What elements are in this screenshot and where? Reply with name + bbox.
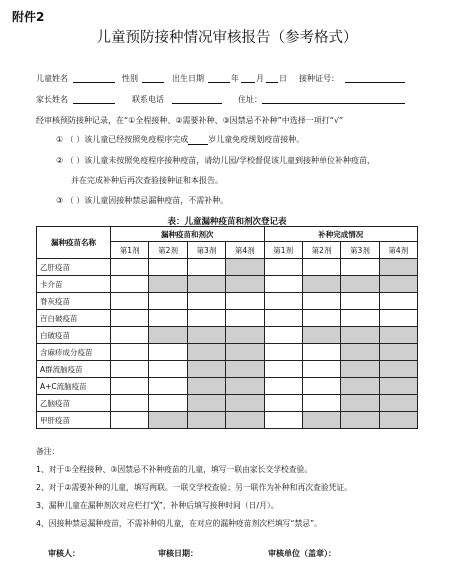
table-row [37, 395, 418, 412]
missed-dose-cell [226, 361, 264, 378]
phone-label: 联系电话 [132, 95, 164, 104]
catchup-cell[interactable] [302, 344, 340, 361]
missed-dose-cell[interactable] [149, 344, 187, 361]
missed-dose-cell[interactable] [149, 293, 187, 310]
vaccine-name: 甲肝疫苗 [37, 412, 111, 429]
catchup-cell [379, 412, 417, 429]
missed-dose-2-header: 第2剂 [149, 242, 187, 259]
note-2: 2、对于②需要补种的儿童，填写两联。一联交学校查验；另一联作为补种和再次查验凭证。 [36, 483, 353, 492]
missed-dose-cell [226, 395, 264, 412]
vaccine-name: A+C流脑疫苗 [37, 378, 111, 395]
table-caption: 表：儿童漏种疫苗和剂次登记表 [167, 217, 287, 227]
cert-no-field[interactable] [345, 73, 405, 83]
catchup-cell [379, 276, 417, 293]
vaccine-name: A群流脑疫苗 [37, 361, 111, 378]
catchup-cell [341, 395, 379, 412]
catchup-cell[interactable] [302, 378, 340, 395]
missed-dose-cell[interactable] [111, 276, 149, 293]
address-label: 住址： [238, 95, 262, 104]
missed-dose-cell [226, 327, 264, 344]
birth-date-label: 出生日期 [172, 74, 204, 83]
catchup-cell [341, 344, 379, 361]
birth-month-field[interactable] [241, 73, 255, 83]
catchup-dose-1-header: 第1剂 [264, 242, 302, 259]
table-row [37, 310, 418, 327]
option-1-text-a: ① （ ）该儿童已经按照免疫程序完成 [56, 135, 189, 144]
missed-dose-cell[interactable] [187, 293, 225, 310]
missed-dose-cell[interactable] [226, 293, 264, 310]
vaccine-name: 白破疫苗 [37, 327, 111, 344]
option-1 [56, 134, 304, 145]
birth-day-field[interactable] [266, 73, 278, 83]
table-row [37, 259, 418, 276]
missed-dose-cell[interactable] [187, 310, 225, 327]
table-row [37, 344, 418, 361]
catchup-cell [302, 276, 340, 293]
month-label: 月 [256, 74, 264, 83]
catchup-cell [379, 259, 417, 276]
catchup-dose-3-header: 第3剂 [341, 242, 379, 259]
attachment-label: 附件2 [12, 10, 45, 24]
notes-heading: 备注： [36, 447, 60, 456]
vaccine-name: 乙脑疫苗 [37, 395, 111, 412]
option-1-age-field[interactable] [188, 135, 208, 145]
catchup-cell [379, 361, 417, 378]
missed-dose-cell[interactable] [111, 259, 149, 276]
table-row [37, 327, 418, 344]
catchup-cell[interactable] [302, 395, 340, 412]
catchup-cell[interactable] [264, 361, 302, 378]
missed-dose-cell[interactable] [226, 310, 264, 327]
missed-dose-cell[interactable] [111, 412, 149, 429]
catchup-cell [379, 344, 417, 361]
missed-dose-cell [226, 378, 264, 395]
note-3: 3、漏种儿童在漏种剂次对应栏打“╳”，补种后填写接种时间（日/月）。 [36, 501, 279, 510]
missed-dose-cell [187, 327, 225, 344]
missed-dose-cell[interactable] [149, 259, 187, 276]
vaccine-name-header: 漏种疫苗名称 [37, 227, 111, 259]
child-name-label: 儿童姓名 [36, 74, 68, 83]
catchup-cell[interactable] [302, 310, 340, 327]
missed-dose-cell[interactable] [149, 395, 187, 412]
catchup-cell [302, 412, 340, 429]
reviewer-label: 审核人： [48, 549, 80, 558]
option-2-line-1: ② （ ）该儿童未按照免疫程序接种疫苗，请幼儿园/学校督促该儿童到接种单位补种疫苗， [56, 156, 375, 165]
vaccine-name: 乙肝疫苗 [37, 259, 111, 276]
catchup-dose-4-header: 第4剂 [379, 242, 417, 259]
catchup-cell[interactable] [264, 412, 302, 429]
missed-dose-cell[interactable] [111, 310, 149, 327]
missed-dose-cell[interactable] [111, 395, 149, 412]
catchup-cell[interactable] [341, 310, 379, 327]
catchup-cell[interactable] [302, 361, 340, 378]
vaccine-name: 卡介苗 [37, 276, 111, 293]
catchup-cell [341, 412, 379, 429]
catchup-header: 补种完成情况 [264, 227, 418, 242]
day-label: 日 [279, 74, 287, 83]
option-3: ③ （ ）该儿童因接种禁忌漏种疫苗，不需补种。 [56, 196, 229, 205]
year-label: 年 [231, 74, 239, 83]
catchup-cell [341, 378, 379, 395]
missed-dose-cell [187, 412, 225, 429]
catchup-cell[interactable] [264, 310, 302, 327]
missed-dose-cell[interactable] [149, 378, 187, 395]
missed-dose-cell [149, 276, 187, 293]
table-row [37, 293, 418, 310]
catchup-cell [302, 327, 340, 344]
missed-dose-cell[interactable] [111, 361, 149, 378]
missed-dose-cell [149, 327, 187, 344]
table-row [37, 276, 418, 293]
missed-vaccine-table [36, 226, 418, 429]
table-row [37, 361, 418, 378]
missed-dose-cell [187, 276, 225, 293]
catchup-cell[interactable] [264, 293, 302, 310]
missed-dose-cell[interactable] [111, 293, 149, 310]
catchup-cell [341, 276, 379, 293]
missed-dose-cell[interactable] [187, 259, 225, 276]
catchup-cell[interactable] [264, 259, 302, 276]
catchup-cell [379, 378, 417, 395]
catchup-cell[interactable] [341, 293, 379, 310]
missed-dose-cell [226, 412, 264, 429]
child-name-field[interactable] [73, 73, 115, 83]
review-date-label: 审核日期： [158, 549, 198, 558]
gender-field[interactable] [142, 73, 164, 83]
missed-dose-cell[interactable] [111, 378, 149, 395]
missed-dose-4-header: 第4剂 [226, 242, 264, 259]
catchup-cell[interactable] [264, 378, 302, 395]
catchup-cell [341, 327, 379, 344]
option-2-line-2: 并在完成补种后再次查验接种证和本报告。 [71, 176, 223, 185]
catchup-cell[interactable] [302, 259, 340, 276]
catchup-cell[interactable] [379, 310, 417, 327]
vaccine-name: 百白破疫苗 [37, 310, 111, 327]
catchup-cell[interactable] [264, 344, 302, 361]
missed-dose-cell [187, 361, 225, 378]
parent-name-field[interactable] [73, 94, 115, 104]
missed-dose-cell[interactable] [149, 361, 187, 378]
phone-field[interactable] [172, 94, 222, 104]
catchup-cell[interactable] [341, 259, 379, 276]
note-4: 4、因接种禁忌漏种疫苗，不需补种的儿童，在对应的漏种疫苗剂次栏填写“禁忌”。 [36, 519, 322, 528]
table-row [37, 412, 418, 429]
missed-dose-cell [187, 378, 225, 395]
review-unit-label: 审核单位（盖章）： [268, 549, 336, 558]
missed-doses-header: 漏种疫苗和剂次 [111, 227, 265, 242]
catchup-cell[interactable] [264, 327, 302, 344]
table-row [37, 378, 418, 395]
missed-dose-cell [187, 395, 225, 412]
missed-dose-cell[interactable] [111, 344, 149, 361]
catchup-dose-2-header: 第2剂 [302, 242, 340, 259]
catchup-cell[interactable] [264, 395, 302, 412]
note-1: 1、对于①全程接种、③因禁忌不补种疫苗的儿童，填写一联由家长交学校查验。 [36, 465, 313, 474]
address-field[interactable] [262, 94, 405, 104]
cert-no-label: 接种证号： [299, 74, 339, 83]
catchup-cell[interactable] [264, 276, 302, 293]
vaccine-name: 含麻疹成分疫苗 [37, 344, 111, 361]
missed-dose-cell [149, 412, 187, 429]
instruction-intro: 经审核预防接种记录，在“①全程接种、②需要补种、③因禁忌不补种”中选择一项打“√” [36, 116, 344, 125]
birth-year-field[interactable] [208, 73, 230, 83]
catchup-cell [341, 361, 379, 378]
gender-label: 性别 [122, 74, 138, 83]
catchup-cell [379, 395, 417, 412]
missed-dose-cell [187, 344, 225, 361]
page-title: 儿童预防接种情况审核报告（参考格式） [96, 30, 358, 46]
missed-dose-cell [226, 259, 264, 276]
missed-dose-cell[interactable] [149, 310, 187, 327]
missed-dose-cell [226, 344, 264, 361]
missed-dose-3-header: 第3剂 [187, 242, 225, 259]
missed-dose-1-header: 第1剂 [111, 242, 149, 259]
parent-name-label: 家长姓名 [36, 95, 68, 104]
option-1-text-b: 岁儿童免疫规划疫苗接种。 [208, 135, 305, 144]
catchup-cell[interactable] [379, 293, 417, 310]
missed-dose-cell[interactable] [111, 327, 149, 344]
catchup-cell[interactable] [302, 293, 340, 310]
missed-dose-cell [226, 276, 264, 293]
vaccine-name: 脊灰疫苗 [37, 293, 111, 310]
catchup-cell [379, 327, 417, 344]
